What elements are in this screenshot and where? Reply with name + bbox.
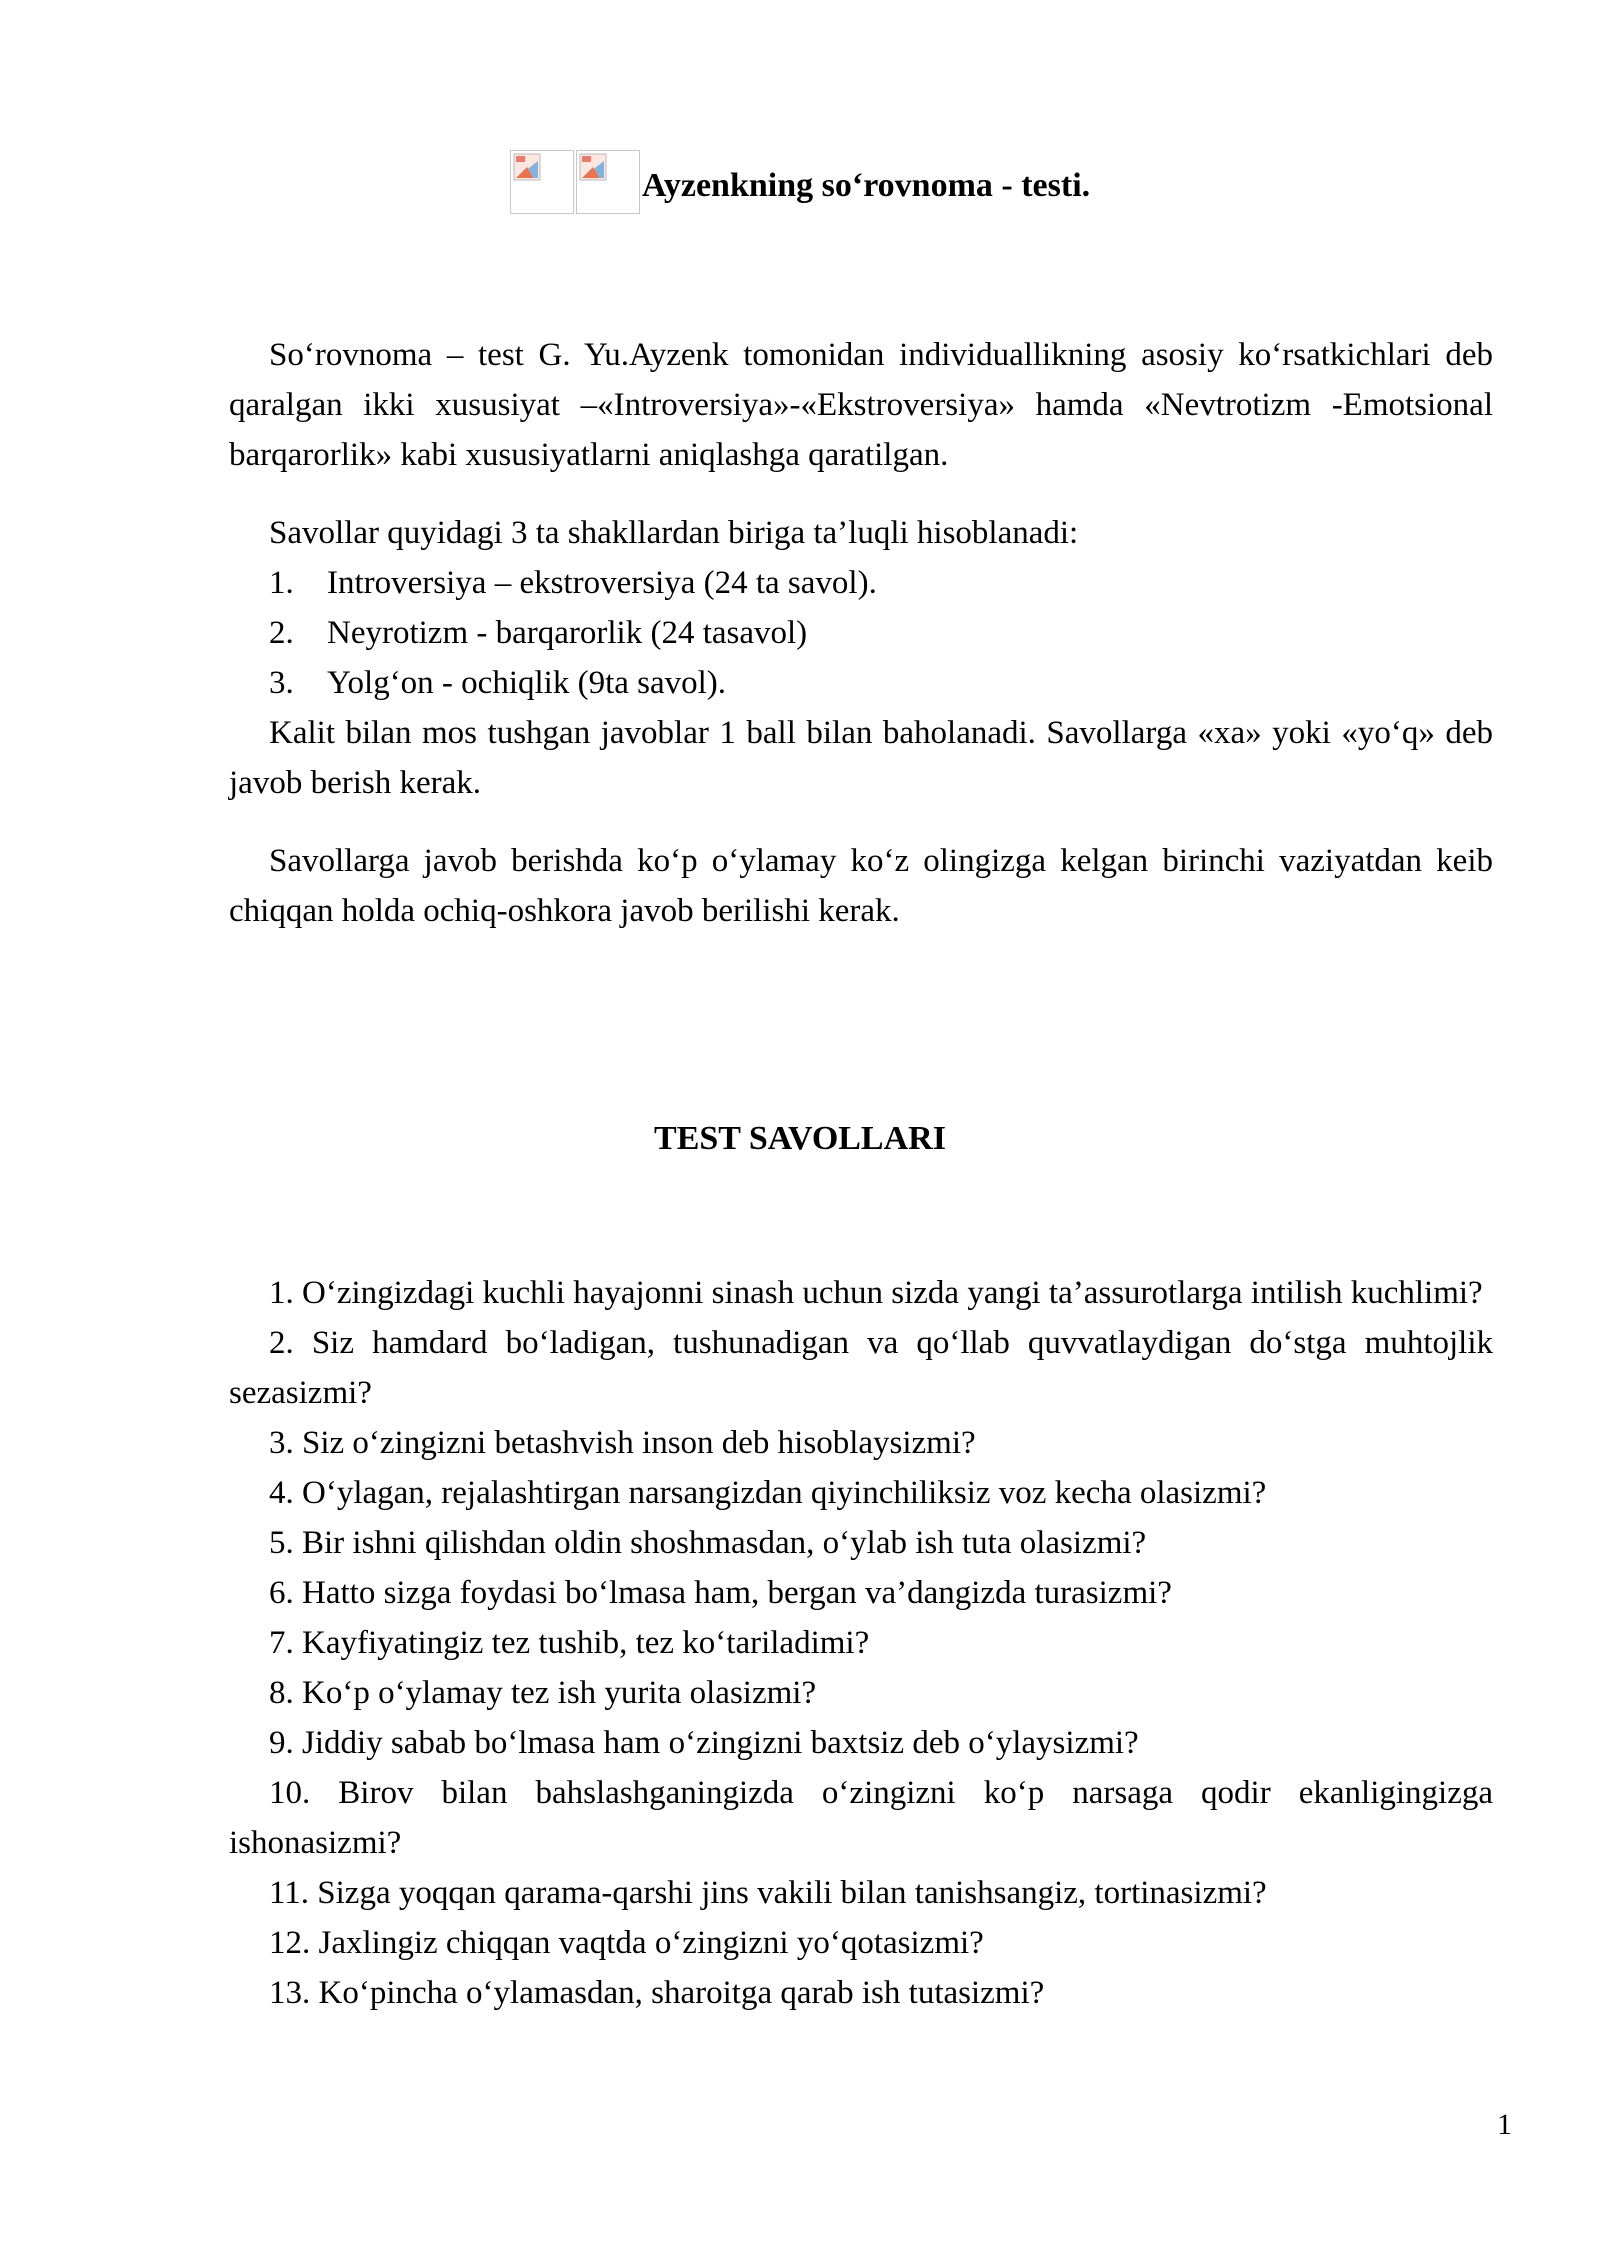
question-item: 12. Jaxlingiz chiqqan vaqtda o‘zingizni yo‘qotasizmi? bbox=[269, 1925, 984, 1961]
list-item: 1. Introversiya – ekstroversiya (24 ta savol). bbox=[269, 565, 877, 601]
question-item: 8. Ko‘p o‘ylamay tez ish yurita olasizmi? bbox=[269, 1675, 817, 1711]
question-item: 1. O‘zingizdagi kuchli hayajonni sinash uchun sizda yangi ta’assurotlarga intilish kuchlimi? bbox=[269, 1275, 1483, 1311]
document-title-row bbox=[0, 150, 1600, 214]
question-item: 9. Jiddiy sabab bo‘lmasa ham o‘zingizni baxtsiz deb o‘ylaysizmi? bbox=[269, 1725, 1139, 1761]
question-item: 10. Birov bilan bahslashganingizda o‘zingizni ko‘p narsaga qodir ekanligingizga ishonasizmi? bbox=[229, 1775, 1493, 1861]
section-title: TEST SAVOLLARI bbox=[654, 1120, 946, 1157]
intro-paragraph-4: Savollarga javob berishda ko‘p o‘ylamay ko‘z olingizga kelgan birinchi vaziyatdan keib chiqqan holda ochiq-oshkora javob berilishi kerak. bbox=[229, 843, 1493, 929]
question-item: 2. Siz hamdard bo‘ladigan, tushunadigan va qo‘llab quvvatlaydigan do‘stga muhtojlik sezasizmi? bbox=[229, 1325, 1493, 1411]
question-item: 7. Kayfiyatingiz tez tushib, tez ko‘tariladimi? bbox=[269, 1625, 870, 1661]
question-item: 4. O‘ylagan, rejalashtirgan narsangizdan qiyinchiliksiz voz kecha olasizmi? bbox=[269, 1475, 1267, 1511]
document-title: Ayzenkning so‘rovnoma - testi. bbox=[641, 167, 1091, 204]
question-item: 13. Ko‘pincha o‘ylamasdan, sharoitga qarab ish tutasizmi? bbox=[269, 1975, 1045, 2011]
question-item: 3. Siz o‘zingizni betashvish inson deb hisoblaysizmi? bbox=[269, 1425, 976, 1461]
questions-section bbox=[229, 1268, 1493, 2018]
question-item: 11. Sizga yoqqan qarama-qarshi jins vakili bilan tanishsangiz, tortinasizmi? bbox=[269, 1875, 1267, 1911]
question-item: 6. Hatto sizga foydasi bo‘lmasa ham, bergan va’dangizda turasizmi? bbox=[269, 1575, 1172, 1611]
list-item: 3. Yolg‘on - ochiqlik (9ta savol). bbox=[269, 665, 727, 701]
question-item: 5. Bir ishni qilishdan oldin shoshmasdan, o‘ylab ish tuta olasizmi? bbox=[269, 1525, 1147, 1561]
intro-paragraph-3: Kalit bilan mos tushgan javoblar 1 ball bilan baholanadi. Savollarga «xa» yoki «yo‘q» deb javob berish kerak. bbox=[229, 715, 1493, 801]
page-number: 1 bbox=[1497, 2108, 1512, 2141]
questions-list bbox=[229, 1268, 1493, 2018]
broken-image-icon bbox=[576, 150, 640, 214]
intro-paragraph-1: So‘rovnoma – test G. Yu.Ayzenk tomonidan individuallikning asosiy ko‘rsatkichlari deb qaralgan ikki xususiyat –«Introversiya»-«Ekstroversiya» hamda «Nevtrotizm -Emotsional barqarorlik» kabi xususiyatlarni aniqlashga qaratilgan. bbox=[229, 337, 1493, 473]
intro-paragraph-2: Savollar quyidagi 3 ta shakllardan biriga ta’luqli hisoblanadi: bbox=[269, 515, 1079, 551]
broken-image-icon bbox=[510, 150, 574, 214]
intro-section bbox=[229, 330, 1493, 936]
title-images bbox=[510, 150, 642, 214]
list-item: 2. Neyrotizm - barqarorlik (24 tasavol) bbox=[269, 615, 808, 651]
forms-list bbox=[229, 558, 1493, 708]
